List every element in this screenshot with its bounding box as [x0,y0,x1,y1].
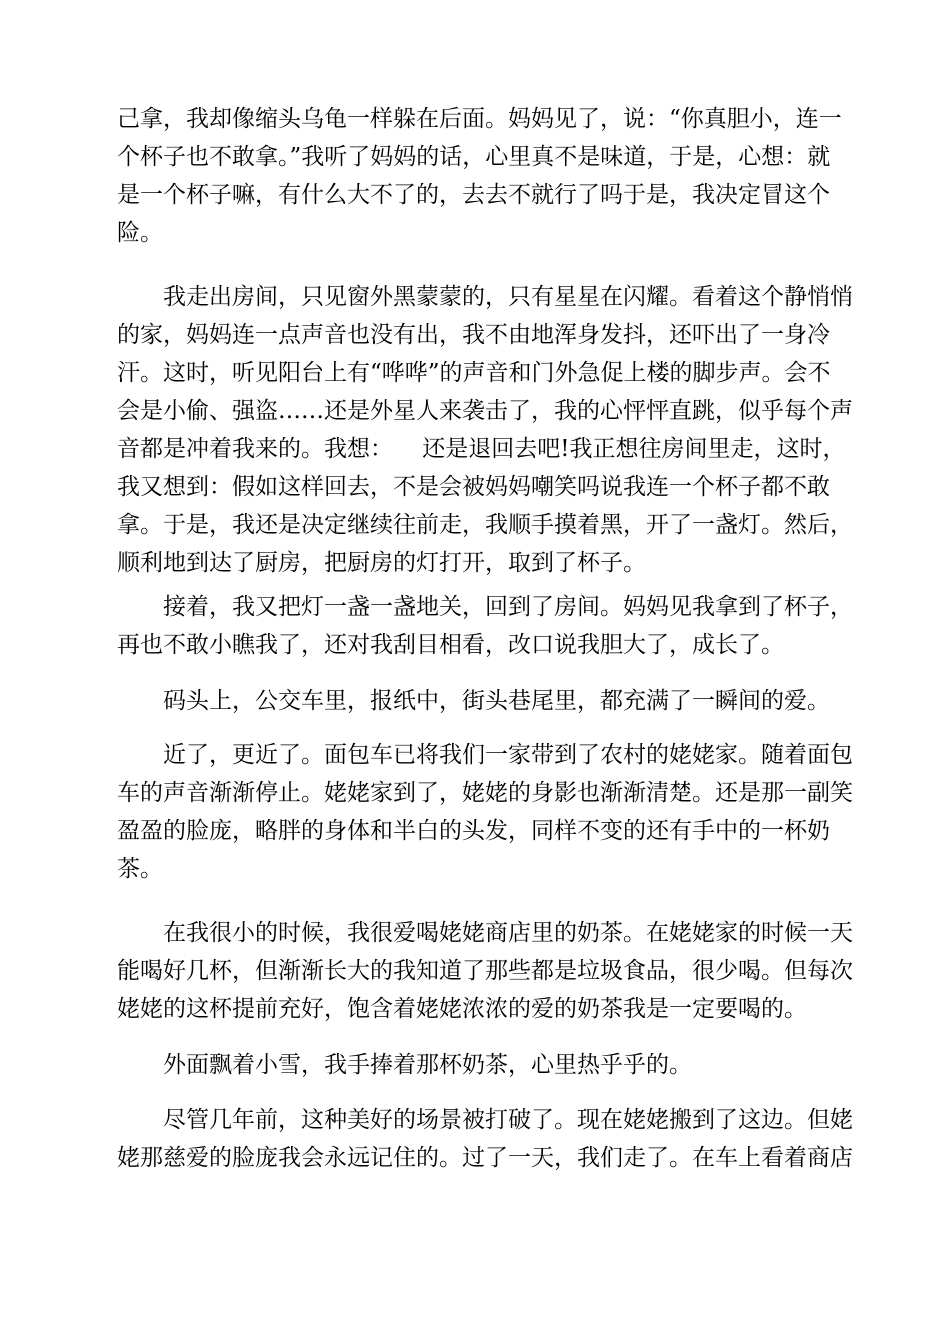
paragraph-8 [117,1101,853,1177]
paragraph-3 [117,588,853,664]
text-line: 个杯子也不敢拿。”我听了妈妈的话，心里真不是味道，于是，心想：就 [117,144,831,170]
text-line: 再也不敢小瞧我了，还对我刮目相看，改口说我胆大了，成长了。 [117,632,784,658]
text-line: 音都是冲着我来的。我想： 还是退回去吧!我正想往房间里走，这时， [117,436,846,462]
paragraph-7 [117,1046,692,1084]
paragraph-5 [117,736,853,888]
text-line: 码头上，公交车里，报纸中，街头巷尾里，都充满了一瞬间的爱。 [163,688,830,714]
text-line: 在我很小的时候，我很爱喝姥姥商店里的奶茶。在姥姥家的时候一天 [163,920,853,946]
text-line: 尽管几年前，这种美好的场景被打破了。现在姥姥搬到了这边。但姥 [163,1107,853,1133]
text-line: 接着，我又把灯一盏一盏地关，回到了房间。妈妈见我拿到了杯子， [163,594,853,620]
text-line: 外面飘着小雪，我手捧着那杯奶茶，心里热乎乎的。 [163,1052,692,1078]
text-line: 己拿，我却像缩头乌龟一样躲在后面。妈妈见了，说：“你真胆小，连一 [117,106,842,132]
text-line: 会是小偷、强盗……还是外星人来袭击了，我的心怦怦直跳，似乎每个声 [117,398,853,424]
text-line: 车的声音渐渐停止。姥姥家到了，姥姥的身影也渐渐清楚。还是那一副笑 [117,780,853,806]
text-line: 能喝好几杯，但渐渐长大的我知道了那些都是垃圾食品，很少喝。但每次 [117,958,853,984]
paragraph-2 [117,278,853,582]
text-line: 的家，妈妈连一点声音也没有出，我不由地浑身发抖，还吓出了一身冷 [117,322,830,348]
paragraph-4 [117,682,830,720]
text-line: 我走出房间，只见窗外黑蒙蒙的，只有星星在闪耀。看着这个静悄悄 [163,284,853,310]
text-line: 汗。这时，听见阳台上有“哗哗”的声音和门外急促上楼的脚步声。会不 [117,360,831,386]
text-line: 盈盈的脸庞，略胖的身体和半白的头发，同样不变的还有手中的一杯奶 [117,818,830,844]
text-line: 姥姥的这杯提前充好，饱含着姥姥浓浓的爱的奶茶我是一定要喝的。 [117,996,807,1022]
text-line: 近了，更近了。面包车已将我们一家带到了农村的姥姥家。随着面包 [163,742,853,768]
paragraph-6 [117,914,853,1028]
text-line: 拿。于是，我还是决定继续往前走，我顺手摸着黑，开了一盏灯。然后， [117,512,853,538]
text-line: 顺利地到达了厨房，把厨房的灯打开，取到了杯子。 [117,550,646,576]
text-line: 险。 [117,220,163,246]
paragraph-1 [117,100,842,252]
text-line: 茶。 [117,856,163,882]
text-line: 是一个杯子嘛，有什么大不了的，去去不就行了吗于是，我决定冒这个 [117,182,830,208]
text-line: 姥那慈爱的脸庞我会永远记住的。过了一天，我们走了。在车上看着商店 [117,1145,853,1171]
text-line: 我又想到：假如这样回去，不是会被妈妈嘲笑吗说我连一个杯子都不敢 [117,474,830,500]
